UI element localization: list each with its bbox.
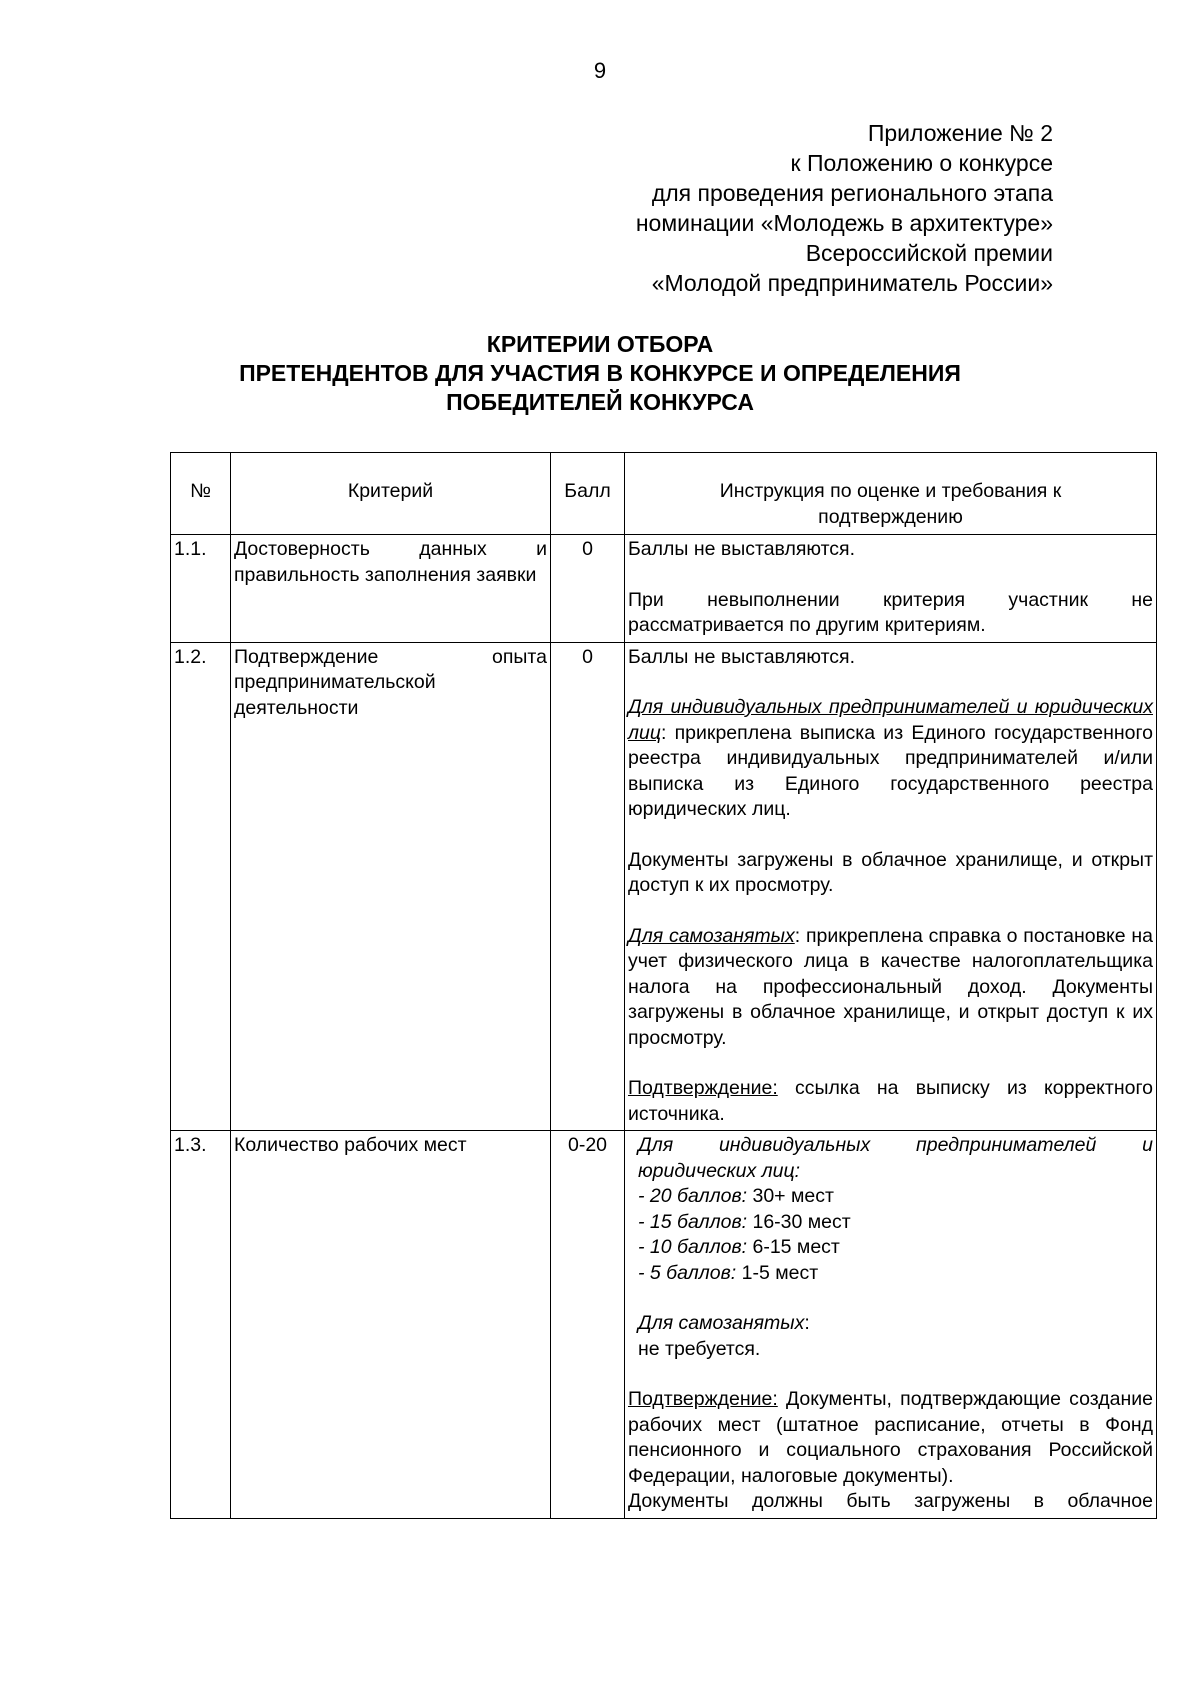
row-instruction <box>625 1131 1157 1519</box>
instruction-body: Документы, подтверждающие создание рабочих мест (штатное расписание, отчеты в Фонд пенсионного и социального страхования Российской Федерации, налоговые документы). <box>628 1388 1153 1487</box>
annex-line: Приложение № 2 <box>867 120 1053 146</box>
instruction-text: При невыполнении критерия участник не рассматривается по другим критериям. <box>628 588 1153 636</box>
instruction-label: Для самозанятых <box>638 1312 805 1334</box>
instruction-label: Подтверждение: <box>628 1077 778 1099</box>
score-item <box>638 1235 1153 1261</box>
instruction-body: ссылка на выписку из корректного источника. <box>628 1077 1153 1125</box>
score-item <box>638 1210 1153 1236</box>
annex-line: номинации «Молодежь в архитектуре» <box>635 210 1053 236</box>
annex-line: к Положению о конкурсе <box>790 150 1053 176</box>
score-item-value: 6-15 мест <box>747 1236 840 1258</box>
score-item-label: - 10 баллов: <box>638 1236 748 1258</box>
header-score: Балл <box>551 453 625 535</box>
instruction-text <box>638 1311 1153 1337</box>
header-instruction: Инструкция по оценке и требования к подтверждению <box>625 453 1157 535</box>
page-number: 9 <box>593 58 607 83</box>
row-score: 0 <box>551 642 625 1131</box>
annex-line: Всероссийской премии <box>805 240 1053 266</box>
instruction-label: Для самозанятых <box>628 924 795 947</box>
score-item-value: 1-5 мест <box>736 1261 819 1284</box>
annex-line: для проведения регионального этапа <box>651 180 1053 206</box>
title-line: ПРЕТЕНДЕНТОВ ДЛЯ УЧАСТИЯ В КОНКУРСЕ И ОПРЕДЕЛЕНИЯ <box>239 360 961 386</box>
title-line: КРИТЕРИИ ОТБОРА <box>486 331 714 357</box>
instruction-text <box>628 695 1153 823</box>
instruction-body: : прикреплена выписка из Единого государственного реестра индивидуальных предпринимателей и/или выписка из Единого государственного реестра юридических лиц. <box>628 721 1153 820</box>
header-criterion: Критерий <box>231 453 551 535</box>
instruction-text: не требуется. <box>638 1337 761 1360</box>
row-score: 0-20 <box>551 1131 625 1519</box>
instruction-text: Документы загружены в облачное хранилище, и открыт доступ к их просмотру. <box>628 848 1153 896</box>
criteria-table <box>170 452 1157 1519</box>
instruction-body: : <box>804 1312 810 1334</box>
table-header-row <box>171 453 1157 535</box>
row-num: 1.3. <box>171 1131 231 1519</box>
instruction-text <box>628 1387 1153 1489</box>
annex-line: «Молодой предприниматель России» <box>651 270 1053 296</box>
row-instruction <box>625 535 1157 643</box>
instruction-text: Документы должны быть загружены в облачное <box>628 1490 1153 1512</box>
header-num: № <box>171 453 231 535</box>
table-row <box>171 642 1157 1131</box>
row-instruction <box>625 642 1157 1131</box>
title-line: ПОБЕДИТЕЛЕЙ КОНКУРСА <box>446 389 754 415</box>
score-item <box>638 1261 1153 1287</box>
row-score: 0 <box>551 535 625 643</box>
score-item <box>638 1184 1153 1210</box>
row-num: 1.1. <box>171 535 231 643</box>
instruction-text: Баллы не выставляются. <box>628 645 856 668</box>
instruction-body: : прикреплена справка о постановке на учет физического лица в качестве налогоплательщика налога на профессиональный доход. Документы загружены в облачное хранилище, и открыт доступ к их просмотру. <box>628 924 1153 1049</box>
score-item-label: - 15 баллов: <box>638 1210 748 1233</box>
row-criterion: Подтверждение опыта предпринимательской деятельности <box>231 642 551 1131</box>
table-row <box>171 1131 1157 1519</box>
instruction-text: Для индивидуальных предпринимателей и юридических лиц: <box>638 1134 1153 1182</box>
instruction-text <box>628 924 1153 1052</box>
score-item-value: 30+ мест <box>747 1185 834 1207</box>
score-item-value: 16-30 мест <box>747 1210 851 1233</box>
instruction-label: Для индивидуальных предпринимателей и юридических лиц <box>628 696 1153 744</box>
table-row <box>171 535 1157 643</box>
document-title <box>0 330 1200 417</box>
score-item-label: - 5 баллов: <box>638 1261 737 1284</box>
score-item-label: - 20 баллов: <box>638 1185 748 1207</box>
row-criterion: Достоверность данных и правильность заполнения заявки <box>231 535 551 643</box>
row-criterion: Количество рабочих мест <box>231 1131 551 1519</box>
instruction-label: Подтверждение: <box>628 1388 778 1410</box>
instruction-text: Баллы не выставляются. <box>628 538 856 560</box>
instruction-text <box>628 1076 1153 1127</box>
row-num: 1.2. <box>171 642 231 1131</box>
annex-heading <box>636 118 1053 298</box>
